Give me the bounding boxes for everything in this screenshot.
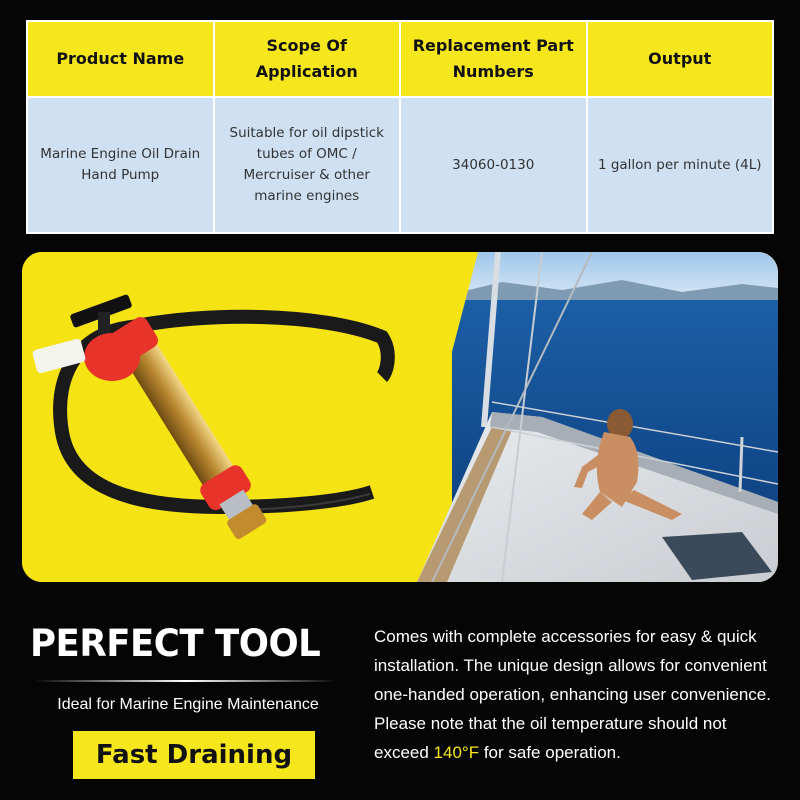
spec-table-header-row (27, 21, 773, 97)
table-row (27, 97, 773, 233)
cell-scope: Suitable for oil dipstick tubes of OMC / Mercruiser & other marine engines (214, 97, 401, 233)
title-divider (34, 680, 338, 682)
temperature-highlight: 140°F (433, 743, 480, 762)
product-hero-image (22, 252, 778, 582)
feature-title: PERFECT TOOL (30, 622, 321, 665)
header-part-numbers: Replacement Part Numbers (400, 21, 587, 97)
product-description (374, 622, 784, 767)
cell-part-number: 34060-0130 (400, 97, 587, 233)
description-text: Comes with complete accessories for easy & quick installation. The unique design allows for convenient one-handed operation, enhancing user convenience. Please note that the oil temperature should not exceed (374, 627, 771, 762)
description-text-end: for safe operation. (479, 743, 621, 762)
header-scope: Scope Of Application (214, 21, 401, 97)
fast-draining-badge: Fast Draining (73, 731, 315, 779)
feature-subtitle: Ideal for Marine Engine Maintenance (57, 696, 319, 713)
spec-table (26, 20, 774, 234)
header-product-name: Product Name (27, 21, 214, 97)
header-output: Output (587, 21, 774, 97)
cell-output: 1 gallon per minute (4L) (587, 97, 774, 233)
sailboat-photo (22, 252, 778, 582)
cell-product-name: Marine Engine Oil Drain Hand Pump (27, 97, 214, 233)
